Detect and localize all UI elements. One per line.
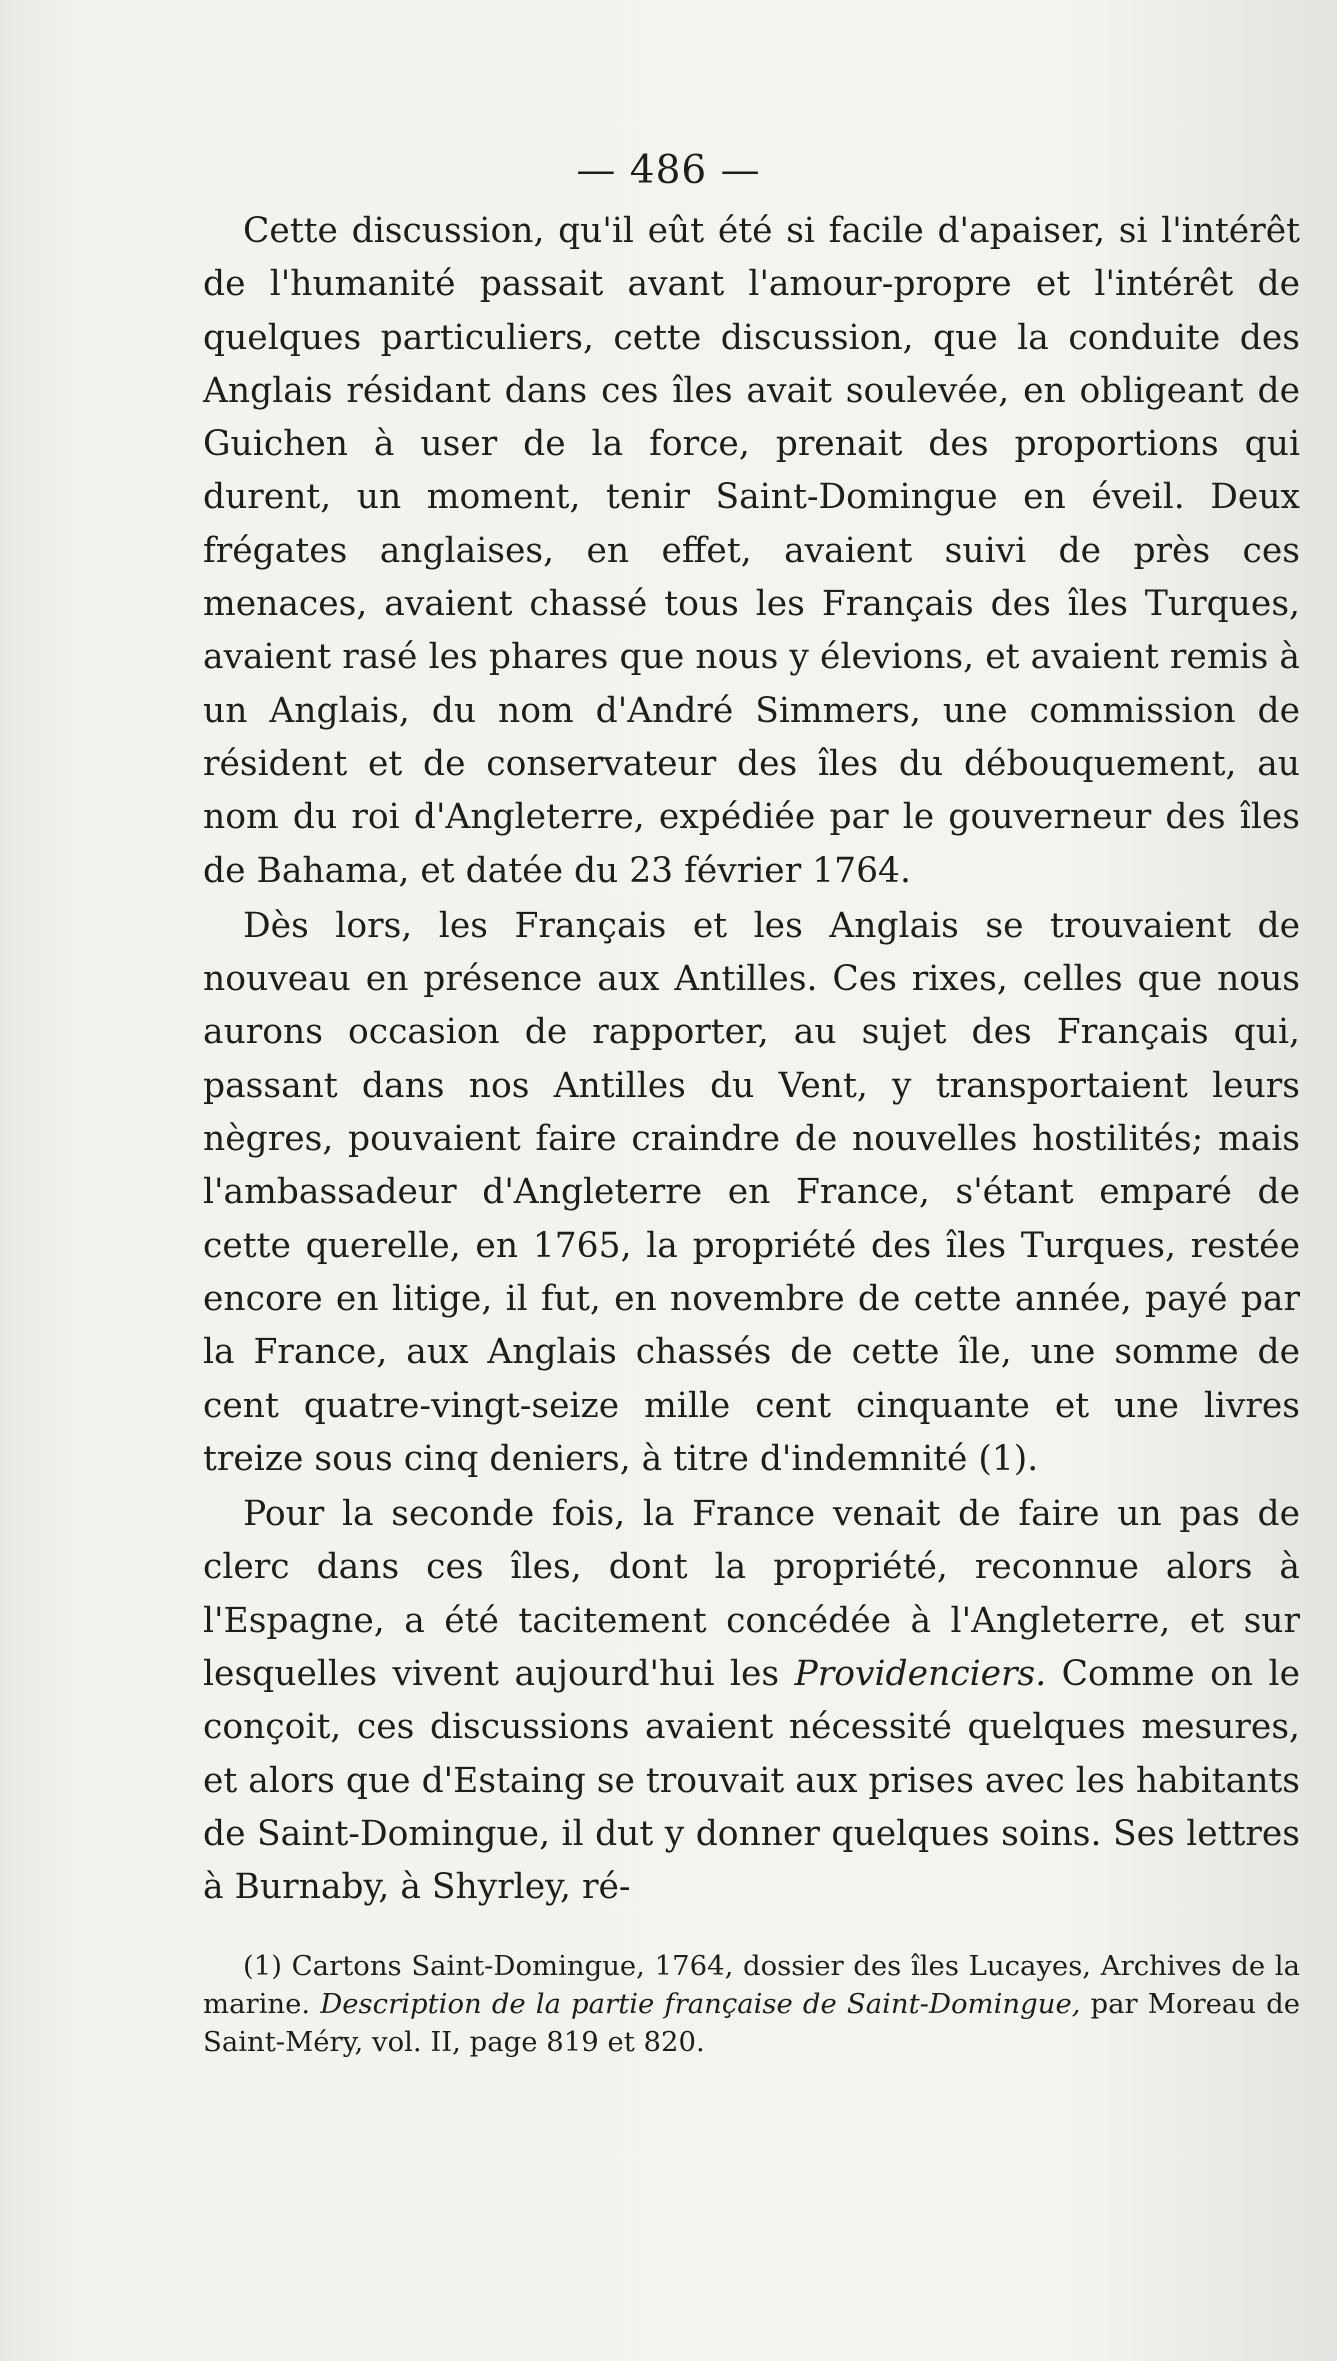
body-text [203,205,1300,1915]
paragraph-3-start: Pour la seconde fois, la France venait de faire un pas de clerc dans ces îles, dont la propriété, reconnue alors à l'Espagne, a été tacitement concédée à l'Angleterre, et sur lesquelles vivent aujourd'hui les [203,1494,1300,1695]
footnote-end: par Moreau de Saint-Méry, vol. II, page 819 et 820. [203,1988,1300,2058]
footnote [203,1947,1300,2061]
page-number: — 486 — [576,148,761,193]
paragraph-3-italic: Providenciers. [794,1654,1047,1695]
footnote-italic-title: Description de la partie française de Saint-Domingue, [320,1988,1081,2020]
footnote-1 [203,1947,1300,2061]
paragraph-3 [203,1488,1300,1914]
paragraph-1: Cette discussion, qu'il eût été si facile d'apaiser, si l'intérêt de l'humanité passait avant l'amour-propre et l'intérêt de quelques particuliers, cette discussion, que la conduite des Anglais résidant dans ces îles avait soulevée, en obligeant de Guichen à user de la force, prenait des proportions qui durent, un moment, tenir Saint-Domingue en éveil. Deux frégates anglaises, en effet, avaient suivi de près ces menaces, avaient chassé tous les Français des îles Turques, avaient rasé les phares que nous y élevions, et avaient remis à un Anglais, du nom d'André Simmers, une commission de résident et de conservateur des îles du débouquement, au nom du roi d'Angleterre, expédiée par le gouverneur des îles de Bahama, et datée du 23 février 1764. [203,211,1300,891]
footnote-start: (1) Cartons Saint-Domingue, 1764, dossier des îles Lucayes, Archives de la marine. [203,1950,1300,2020]
paragraph-2: Dès lors, les Français et les Anglais se trouvaient de nouveau en présence aux Antilles. Ces rixes, celles que nous aurons occasion de rapporter, au sujet des Français qui, passant dans nos Antilles du Vent, y transportaient leurs nègres, pouvaient faire craindre de nouvelles hostilités; mais l'ambassadeur d'Angleterre en France, s'étant emparé de cette querelle, en 1765, la propriété des îles Turques, restée encore en litige, il fut, en novembre de cette année, payé par la France, aux Anglais chassés de cette île, une somme de cent quatre-vingt-seize mille cent cinquante et une livres treize sous cinq deniers, à titre d'indemnité (1). [203,905,1300,1479]
paragraph-3-end: Comme on le conçoit, ces discussions avaient nécessité quelques mesures, et alors que d'Estaing se trouvait aux prises avec les habitants de Saint-Domingue, il dut y donner quelques soins. Ses lettres à Burnaby, à Shyrley, ré- [203,1654,1300,1908]
